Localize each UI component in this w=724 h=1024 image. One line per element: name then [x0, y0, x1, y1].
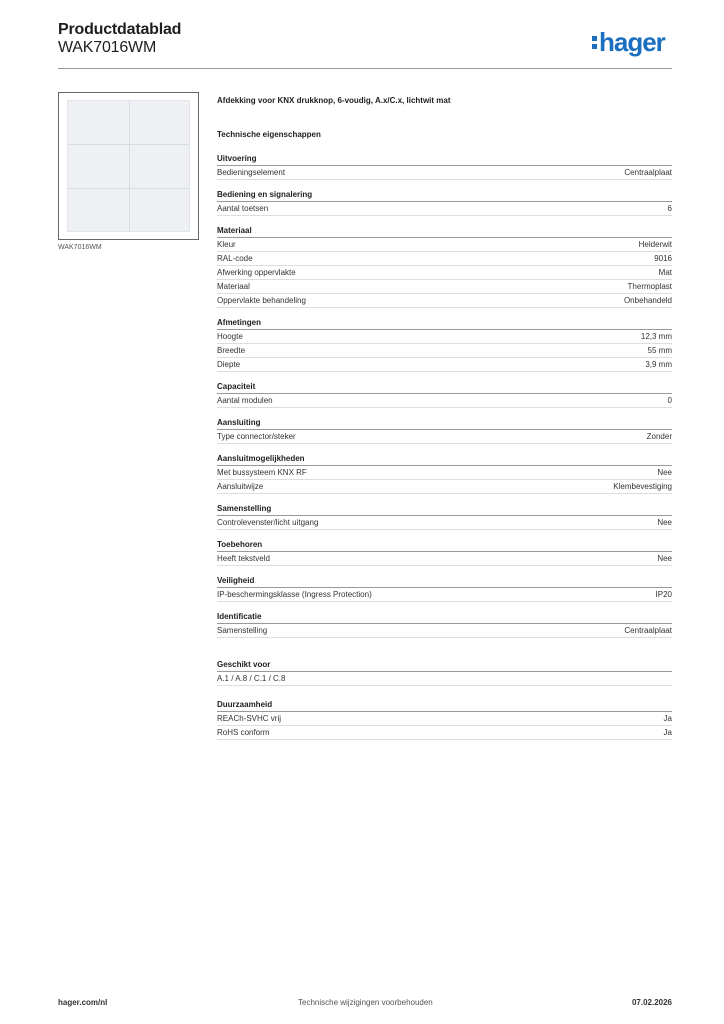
footer-note: Technische wijzigingen voorbehouden: [298, 998, 433, 1007]
section-title: Veiligheid: [217, 576, 672, 588]
cover-plate-illustration: [67, 100, 190, 232]
header-divider: [58, 68, 672, 69]
spec-label: Breedte: [217, 346, 246, 355]
spec-row: [217, 202, 672, 216]
spec-row: [217, 552, 672, 566]
spec-value: IP20: [655, 590, 672, 599]
spec-value: Helderwit: [638, 240, 672, 249]
section-title: Materiaal: [217, 226, 672, 238]
spec-label: Materiaal: [217, 282, 250, 291]
spec-row: [217, 238, 672, 252]
spec-label: REACh-SVHC vrij: [217, 714, 282, 723]
spec-row: [217, 672, 672, 686]
spec-label: Aansluitwijze: [217, 482, 264, 491]
spec-label: Aantal modulen: [217, 396, 273, 405]
spec-section: [217, 318, 672, 372]
section-suitable: [217, 660, 672, 686]
spec-section: [217, 504, 672, 530]
spec-label: Heeft tekstveld: [217, 554, 270, 563]
spec-value: Thermoplast: [627, 282, 672, 291]
spec-section: [217, 226, 672, 308]
spec-label: RAL-code: [217, 254, 253, 263]
section-title: Toebehoren: [217, 540, 672, 552]
section-title: Capaciteit: [217, 382, 672, 394]
spec-section: [217, 540, 672, 566]
spec-section: [217, 190, 672, 216]
spec-label: Bedieningselement: [217, 168, 286, 177]
spec-label: Oppervlakte behandeling: [217, 296, 306, 305]
spec-value: Nee: [657, 554, 672, 563]
spec-label: RoHS conform: [217, 728, 270, 737]
spec-row: [217, 726, 672, 740]
spec-label: A.1 / A.8 / C.1 / C.8: [217, 674, 286, 683]
technical-properties-title: Technische eigenschappen: [217, 130, 321, 139]
spec-section: [217, 454, 672, 494]
spec-value: Ja: [663, 714, 672, 723]
spec-label: Controlevenster/licht uitgang: [217, 518, 319, 527]
product-code: WAK7016WM: [58, 39, 157, 56]
spec-value: 55 mm: [647, 346, 672, 355]
spec-value: Centraalplaat: [624, 626, 672, 635]
section-title: Afmetingen: [217, 318, 672, 330]
spec-label: IP-beschermingsklasse (Ingress Protection): [217, 590, 372, 599]
spec-section: [217, 576, 672, 602]
spec-row: [217, 480, 672, 494]
section-sustainability: [217, 700, 672, 740]
spec-value: 0: [667, 396, 672, 405]
spec-label: Kleur: [217, 240, 236, 249]
spec-row: [217, 280, 672, 294]
spec-row: [217, 430, 672, 444]
logo-text: hager: [599, 27, 665, 57]
section-title: Aansluiting: [217, 418, 672, 430]
product-description: Afdekking voor KNX drukknop, 6-voudig, A.x/C.x, lichtwit mat: [217, 96, 451, 105]
section-title: Geschikt voor: [217, 660, 672, 672]
spec-row: [217, 294, 672, 308]
spec-section: [217, 382, 672, 408]
hager-logo[interactable]: [592, 27, 665, 57]
spec-row: [217, 466, 672, 480]
spec-content: [217, 96, 672, 740]
spec-value: Klembevestiging: [613, 482, 672, 491]
footer-date: 07.02.2026: [631, 998, 672, 1007]
page-title: Productdatablad: [58, 21, 182, 38]
section-title: Aansluitmogelijkheden: [217, 454, 672, 466]
section-title: Samenstelling: [217, 504, 672, 516]
spec-row: [217, 516, 672, 530]
section-title: Duurzaamheid: [217, 700, 672, 712]
spec-sections: [217, 154, 672, 638]
spec-section: [217, 154, 672, 180]
footer-website-link[interactable]: hager.com/nl: [58, 998, 108, 1007]
spec-value: Nee: [657, 468, 672, 477]
spec-value: Nee: [657, 518, 672, 527]
spec-row: [217, 624, 672, 638]
spec-label: Afwerking oppervlakte: [217, 268, 296, 277]
spec-value: Ja: [663, 728, 672, 737]
spec-value: Onbehandeld: [623, 296, 672, 305]
spec-row: [217, 330, 672, 344]
spec-value: 3,9 mm: [645, 360, 672, 369]
spec-row: [217, 266, 672, 280]
spec-row: [217, 394, 672, 408]
spec-label: Met bussysteem KNX RF: [217, 468, 307, 477]
spec-row: [217, 358, 672, 372]
spec-section: [217, 418, 672, 444]
spec-row: [217, 712, 672, 726]
spec-value: 12,3 mm: [640, 332, 672, 341]
section-title: Uitvoering: [217, 154, 672, 166]
spec-label: Hoogte: [217, 332, 243, 341]
section-title: Bediening en signalering: [217, 190, 672, 202]
product-image: [58, 92, 199, 240]
spec-row: [217, 344, 672, 358]
spec-value: Mat: [658, 268, 672, 277]
logo-dots-icon: [592, 36, 597, 49]
spec-value: 6: [667, 204, 672, 213]
spec-value: 9016: [654, 254, 672, 263]
spec-label: Aantal toetsen: [217, 204, 269, 213]
spec-label: Diepte: [217, 360, 241, 369]
spec-row: [217, 166, 672, 180]
image-caption: WAK7016WM: [58, 244, 102, 251]
spec-value: Centraalplaat: [624, 168, 672, 177]
spec-value: Zonder: [646, 432, 672, 441]
spec-section: [217, 612, 672, 638]
spec-label: Samenstelling: [217, 626, 268, 635]
spec-label: Type connector/steker: [217, 432, 296, 441]
spec-row: [217, 252, 672, 266]
section-title: Identificatie: [217, 612, 672, 624]
spec-row: [217, 588, 672, 602]
